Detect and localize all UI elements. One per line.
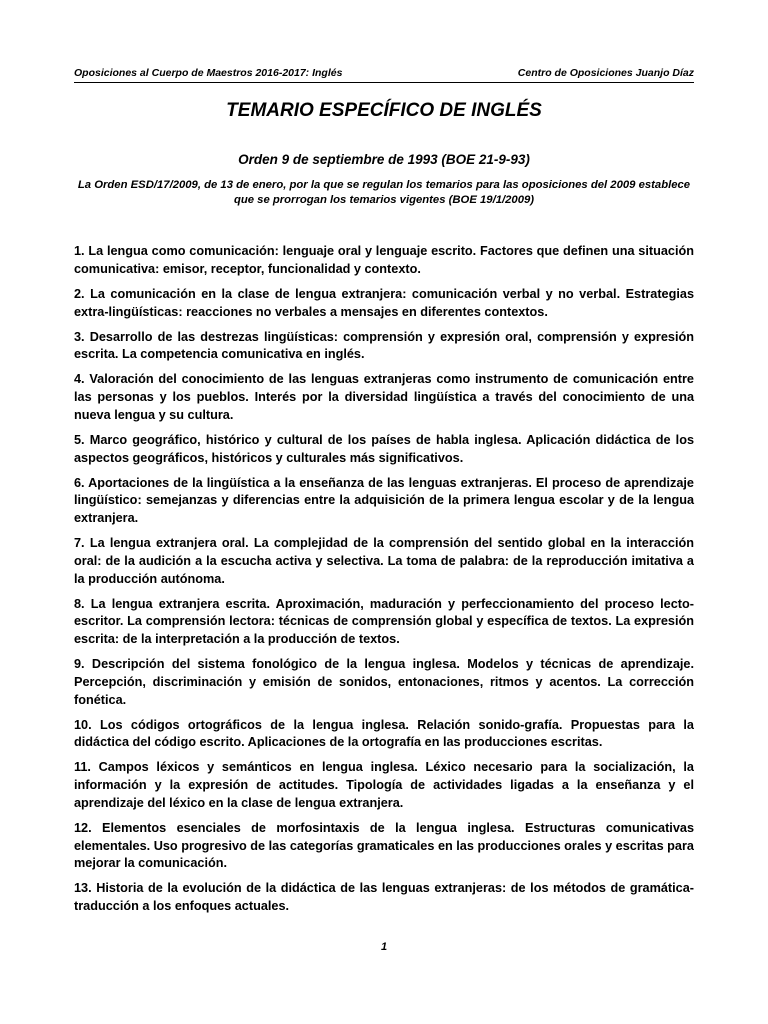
- page-number: 1: [380, 941, 388, 953]
- topic-item: 1. La lengua como comunicación: lenguaje oral y lenguaje escrito. Factores que definen una situación comunicativa: emisor, receptor, funcionalidad y contexto.: [74, 244, 694, 276]
- topic-list: [74, 243, 694, 923]
- running-header: [74, 67, 694, 83]
- order-reference: Orden 9 de septiembre de 1993 (BOE 21-9-93): [238, 152, 530, 167]
- header-left-text: Oposiciones al Cuerpo de Maestros 2016-2017: Inglés: [74, 67, 343, 79]
- document-title: TEMARIO ESPECÍFICO DE INGLÉS: [226, 100, 542, 121]
- topic-item: 9. Descripción del sistema fonológico de la lengua inglesa. Modelos y técnicas de aprendizaje. Percepción, discriminación y emisión de sonidos, entonaciones, ritmos y acentos. La corrección fonética.: [74, 657, 694, 707]
- topic-item: 4. Valoración del conocimiento de las lenguas extranjeras como instrumento de comunicación entre las personas y los pueblos. Interés por la diversidad lingüística a través del conocimiento de una nueva lengua y su cultura.: [74, 372, 694, 422]
- order-note: La Orden ESD/17/2009, de 13 de enero, por la que se regulan los temarios para las oposiciones del 2009 establece que se prorrogan los temarios vigentes (BOE 19/1/2009): [77, 179, 691, 206]
- topic-item: 8. La lengua extranjera escrita. Aproximación, maduración y perfeccionamiento del proceso lecto-escritor. La comprensión lectora: técnicas de comprensión global y específica de textos. La expresión escrita: de la interpretación a la producción de textos.: [74, 596, 694, 647]
- topic-item: 12. Elementos esenciales de morfosintaxis de la lengua inglesa. Estructuras comunicativas elementales. Uso progresivo de las categorías gramaticales en las producciones orales y escritas para mejorar la comunicación.: [74, 820, 694, 871]
- header-right-text: Centro de Oposiciones Juanjo Díaz: [517, 67, 694, 79]
- topic-item: 7. La lengua extranjera oral. La complejidad de la comprensión del sentido global en la interacción oral: de la audición a la escucha activa y selectiva. La toma de palabra: de la reproducción imitativa a la producción autónoma.: [74, 536, 694, 586]
- topic-item: 11. Campos léxicos y semánticos en lengua inglesa. Léxico necesario para la socialización, la información y la expresión de actitudes. Tipología de actividades ligadas a la enseñanza y el aprendizaje del léxico en la clase de lengua extranjera.: [74, 760, 694, 810]
- topic-item: 10. Los códigos ortográficos de la lengua inglesa. Relación sonido-grafía. Propuestas para la didáctica del código escrito. Aplicaciones de la ortografía en las producciones escritas.: [74, 717, 694, 750]
- topic-item: 13. Historia de la evolución de la didáctica de las lenguas extranjeras: de los métodos de gramática-traducción a los enfoques actuales.: [74, 881, 694, 914]
- topic-item: 5. Marco geográfico, histórico y cultural de los países de habla inglesa. Aplicación didáctica de los aspectos geográficos, históricos y culturales más significativos.: [74, 432, 694, 465]
- topic-item: 3. Desarrollo de las destrezas lingüísticas: comprensión y expresión oral, comprensión y expresión escrita. La competencia comunicativa en inglés.: [74, 329, 694, 362]
- topic-item: 2. La comunicación en la clase de lengua extranjera: comunicación verbal y no verbal. Estrategias extra-lingüísticas: reacciones no verbales a mensajes en diferentes contextos.: [74, 286, 694, 319]
- topic-item: 6. Aportaciones de la lingüística a la enseñanza de las lenguas extranjeras. El proceso de aprendizaje lingüístico: semejanzas y diferencias entre la adquisición de la primera lengua escolar y de la lengua extranjera.: [74, 475, 694, 526]
